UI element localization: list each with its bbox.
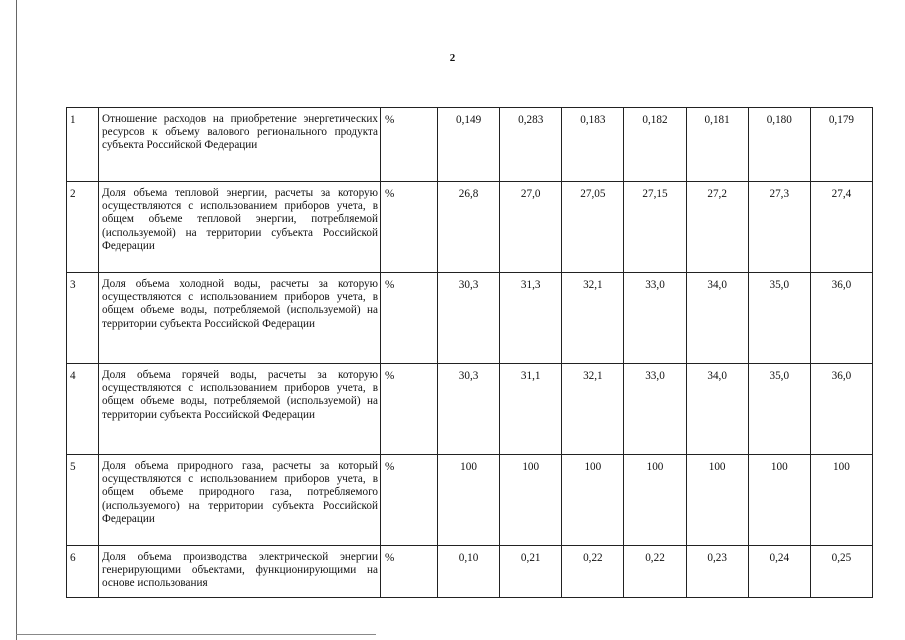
value-cell: 27,15 [624, 182, 686, 273]
value-cell: 27,2 [686, 182, 748, 273]
indicator-description: Доля объема природного газа, расчеты за который осуществляются с использованием приборов учета, в общем объеме природного газа, потребляемого (используемого) на территории субъекта Российской Федерации [99, 455, 381, 546]
row-number: 5 [67, 455, 99, 546]
scan-bottom-edge [16, 634, 376, 635]
value-cell: 0,25 [810, 546, 872, 598]
unit-cell: % [381, 273, 438, 364]
value-cell: 0,10 [438, 546, 500, 598]
table-row [67, 455, 873, 546]
value-cell: 33,0 [624, 273, 686, 364]
value-cell: 100 [624, 455, 686, 546]
value-cell: 36,0 [810, 364, 872, 455]
value-cell: 0,180 [748, 108, 810, 182]
indicator-description: Доля объема горячей воды, расчеты за которую осуществляются с использованием приборов учета, в общем объеме воды, потребляемой (используемой) на территории субъекта Российской Федерации [99, 364, 381, 455]
row-number: 1 [67, 108, 99, 182]
page-number: 2 [449, 52, 456, 64]
value-cell: 27,4 [810, 182, 872, 273]
value-cell: 36,0 [810, 273, 872, 364]
indicator-description: Отношение расходов на приобретение энергетических ресурсов к объему валового регионального продукта субъекта Российской Федерации [99, 108, 381, 182]
value-cell: 0,149 [438, 108, 500, 182]
value-cell: 100 [686, 455, 748, 546]
table-row [67, 546, 873, 598]
value-cell: 32,1 [562, 364, 624, 455]
row-number: 3 [67, 273, 99, 364]
table-row [67, 273, 873, 364]
unit-cell: % [381, 364, 438, 455]
value-cell: 0,21 [500, 546, 562, 598]
indicator-description: Доля объема холодной воды, расчеты за которую осуществляются с использованием приборов учета, в общем объеме воды, потребляемой (используемой) на территории субъекта Российской Федерации [99, 273, 381, 364]
table-row [67, 364, 873, 455]
table-row [67, 182, 873, 273]
value-cell: 100 [500, 455, 562, 546]
value-cell: 0,283 [500, 108, 562, 182]
row-number: 2 [67, 182, 99, 273]
indicators-table [66, 107, 873, 598]
unit-cell: % [381, 455, 438, 546]
value-cell: 27,0 [500, 182, 562, 273]
value-cell: 30,3 [438, 273, 500, 364]
value-cell: 35,0 [748, 273, 810, 364]
value-cell: 0,22 [624, 546, 686, 598]
value-cell: 30,3 [438, 364, 500, 455]
value-cell: 33,0 [624, 364, 686, 455]
value-cell: 27,3 [748, 182, 810, 273]
unit-cell: % [381, 182, 438, 273]
unit-cell: % [381, 546, 438, 598]
value-cell: 0,183 [562, 108, 624, 182]
value-cell: 100 [438, 455, 500, 546]
value-cell: 27,05 [562, 182, 624, 273]
row-number: 4 [67, 364, 99, 455]
indicator-description: Доля объема тепловой энергии, расчеты за которую осуществляются с использованием приборов учета, в общем объеме тепловой энергии, потребляемой (используемой) на территории субъекта Российской Федерации [99, 182, 381, 273]
scan-left-edge [16, 0, 17, 640]
value-cell: 100 [562, 455, 624, 546]
row-number: 6 [67, 546, 99, 598]
value-cell: 100 [748, 455, 810, 546]
value-cell: 0,179 [810, 108, 872, 182]
value-cell: 32,1 [562, 273, 624, 364]
value-cell: 31,1 [500, 364, 562, 455]
value-cell: 0,22 [562, 546, 624, 598]
value-cell: 31,3 [500, 273, 562, 364]
value-cell: 100 [810, 455, 872, 546]
value-cell: 0,182 [624, 108, 686, 182]
indicator-description: Доля объема производства электрической энергии генерирующими объектами, функционирующими на основе использования [99, 546, 381, 598]
value-cell: 26,8 [438, 182, 500, 273]
value-cell: 0,24 [748, 546, 810, 598]
value-cell: 34,0 [686, 364, 748, 455]
value-cell: 34,0 [686, 273, 748, 364]
value-cell: 35,0 [748, 364, 810, 455]
value-cell: 0,23 [686, 546, 748, 598]
unit-cell: % [381, 108, 438, 182]
table-row [67, 108, 873, 182]
value-cell: 0,181 [686, 108, 748, 182]
